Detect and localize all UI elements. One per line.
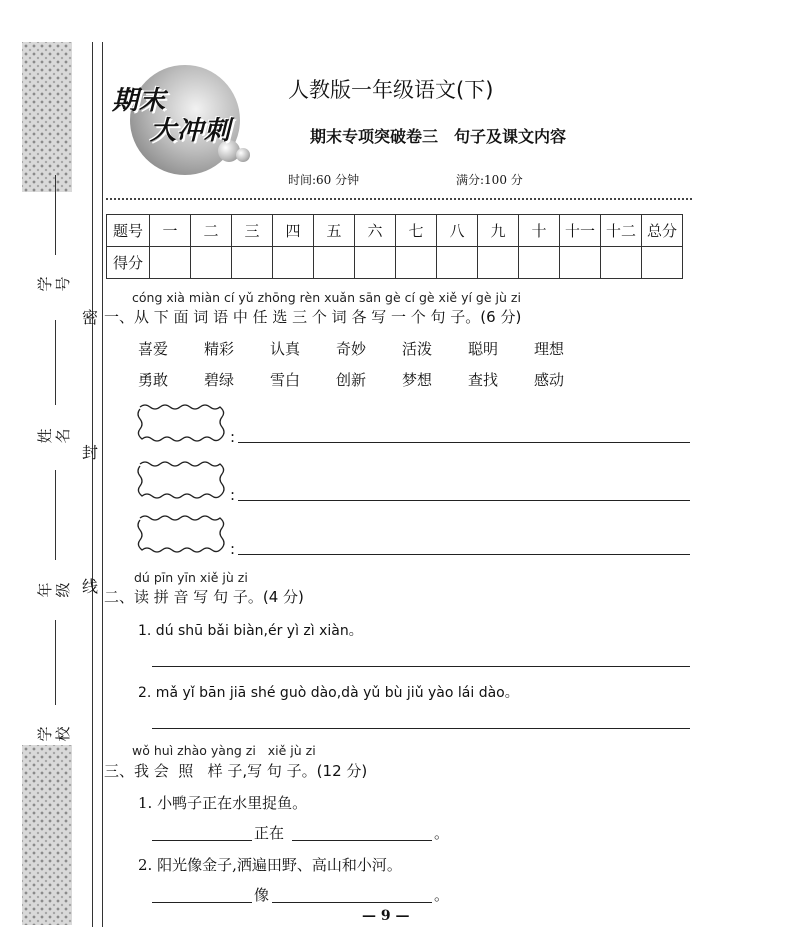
header-divider <box>106 198 692 200</box>
section1-pinyin: cóng xià miàn cí yǔ zhōng rèn xuǎn sān gè cí gè xiě yí gè jù zi <box>132 290 521 305</box>
score-table-header-row <box>107 215 683 247</box>
page-title: 人教版一年级语文(下) <box>288 78 494 102</box>
score-cell[interactable] <box>642 247 683 279</box>
grade-label: 年级 <box>36 582 72 598</box>
word-item: 雪白 <box>270 371 301 389</box>
answer-line[interactable] <box>152 666 690 667</box>
time-limit: 时间:60 分钟 <box>288 173 360 187</box>
grade-blank <box>55 470 56 560</box>
full-score: 满分:100 分 <box>456 173 523 187</box>
period: 。 <box>434 824 450 842</box>
table-cell: 三 <box>232 215 273 247</box>
binding-pattern-top <box>22 42 72 192</box>
table-cell: 题号 <box>107 215 150 247</box>
logo-text-line2: 大冲刺 <box>150 116 232 146</box>
score-cell[interactable] <box>355 247 396 279</box>
word-item: 认真 <box>270 340 301 358</box>
score-cell[interactable] <box>437 247 478 279</box>
word-item: 奇妙 <box>336 340 367 358</box>
section3-item-1: 1. 小鸭子正在水里捉鱼。 <box>138 794 308 812</box>
binding-pattern-bottom <box>22 745 72 925</box>
section3-heading: 三、我 会 照 样 子,写 句 子。(12 分) <box>104 762 368 780</box>
name-blank <box>55 320 56 405</box>
colon: : <box>230 428 236 446</box>
school-label: 学校 <box>36 726 72 742</box>
student-id-blank <box>55 175 56 255</box>
table-cell: 七 <box>396 215 437 247</box>
seal-xian: 线 <box>82 577 99 596</box>
word-item: 创新 <box>336 371 367 389</box>
score-cell[interactable] <box>314 247 355 279</box>
answer-line[interactable] <box>152 728 690 729</box>
blank-word: 像 <box>254 886 270 904</box>
word-item: 理想 <box>534 340 565 358</box>
section3-pinyin: wǒ huì zhào yàng zi xiě jù zi <box>132 743 316 758</box>
word-frame[interactable] <box>136 514 228 554</box>
word-frame[interactable] <box>136 403 228 443</box>
score-cell[interactable] <box>396 247 437 279</box>
answer-blank[interactable] <box>292 840 432 841</box>
word-item: 精彩 <box>204 340 235 358</box>
score-cell[interactable] <box>560 247 601 279</box>
answer-line[interactable] <box>238 554 690 555</box>
section2-item-1: 1. dú shū bǎi biàn,ér yì zì xiàn。 <box>138 623 363 639</box>
word-item: 感动 <box>534 371 565 389</box>
section2-item-2: 2. mǎ yǐ bān jiā shé guò dào,dà yǔ bù jiǔ yào lái dào。 <box>138 685 519 701</box>
page-number: — 9 — <box>362 908 410 924</box>
answer-blank[interactable] <box>152 902 252 903</box>
table-cell: 十二 <box>601 215 642 247</box>
table-cell: 二 <box>191 215 232 247</box>
score-cell[interactable] <box>601 247 642 279</box>
section3-item-2: 2. 阳光像金子,洒遍田野、高山和小河。 <box>138 856 402 874</box>
answer-line[interactable] <box>238 442 690 443</box>
score-cell[interactable] <box>232 247 273 279</box>
name-label: 姓名 <box>36 428 72 444</box>
logo-text-line1: 期末 <box>112 86 167 116</box>
word-item: 喜爱 <box>138 340 169 358</box>
score-cell[interactable] <box>150 247 191 279</box>
score-cell[interactable] <box>191 247 232 279</box>
table-cell: 一 <box>150 215 191 247</box>
word-item: 查找 <box>468 371 499 389</box>
answer-blank[interactable] <box>152 840 252 841</box>
word-item: 勇敢 <box>138 371 169 389</box>
logo-ball-2 <box>236 148 250 162</box>
student-id-label: 学号 <box>36 276 72 292</box>
word-item: 梦想 <box>402 371 433 389</box>
table-cell: 四 <box>273 215 314 247</box>
section2-heading: 二、读 拼 音 写 句 子。(4 分) <box>104 588 304 606</box>
table-cell: 十一 <box>560 215 601 247</box>
word-item: 碧绿 <box>204 371 235 389</box>
score-table <box>106 214 683 279</box>
word-item: 活泼 <box>402 340 433 358</box>
page-subtitle: 期末专项突破卷三 句子及课文内容 <box>310 127 567 146</box>
word-item: 聪明 <box>468 340 499 358</box>
section2-pinyin: dú pīn yīn xiě jù zi <box>134 570 248 585</box>
section1-heading: 一、从 下 面 词 语 中 任 选 三 个 词 各 写 一 个 句 子。(6 分) <box>104 308 522 326</box>
score-cell[interactable] <box>273 247 314 279</box>
blank-word: 正在 <box>254 824 285 842</box>
table-cell: 九 <box>478 215 519 247</box>
colon: : <box>230 540 236 558</box>
table-cell: 总分 <box>642 215 683 247</box>
period: 。 <box>434 886 450 904</box>
seal-feng: 封 <box>82 443 99 462</box>
table-cell: 十 <box>519 215 560 247</box>
binding-line-inner <box>102 42 103 927</box>
answer-line[interactable] <box>238 500 690 501</box>
score-cell[interactable] <box>478 247 519 279</box>
table-cell: 六 <box>355 215 396 247</box>
score-cell[interactable] <box>519 247 560 279</box>
table-cell: 五 <box>314 215 355 247</box>
table-cell: 得分 <box>107 247 150 279</box>
colon: : <box>230 486 236 504</box>
answer-blank[interactable] <box>272 902 432 903</box>
binding-line-outer <box>92 42 93 927</box>
table-cell: 八 <box>437 215 478 247</box>
word-frame[interactable] <box>136 460 228 500</box>
seal-mi: 密 <box>82 308 99 327</box>
school-blank <box>55 620 56 705</box>
score-table-score-row <box>107 247 683 279</box>
